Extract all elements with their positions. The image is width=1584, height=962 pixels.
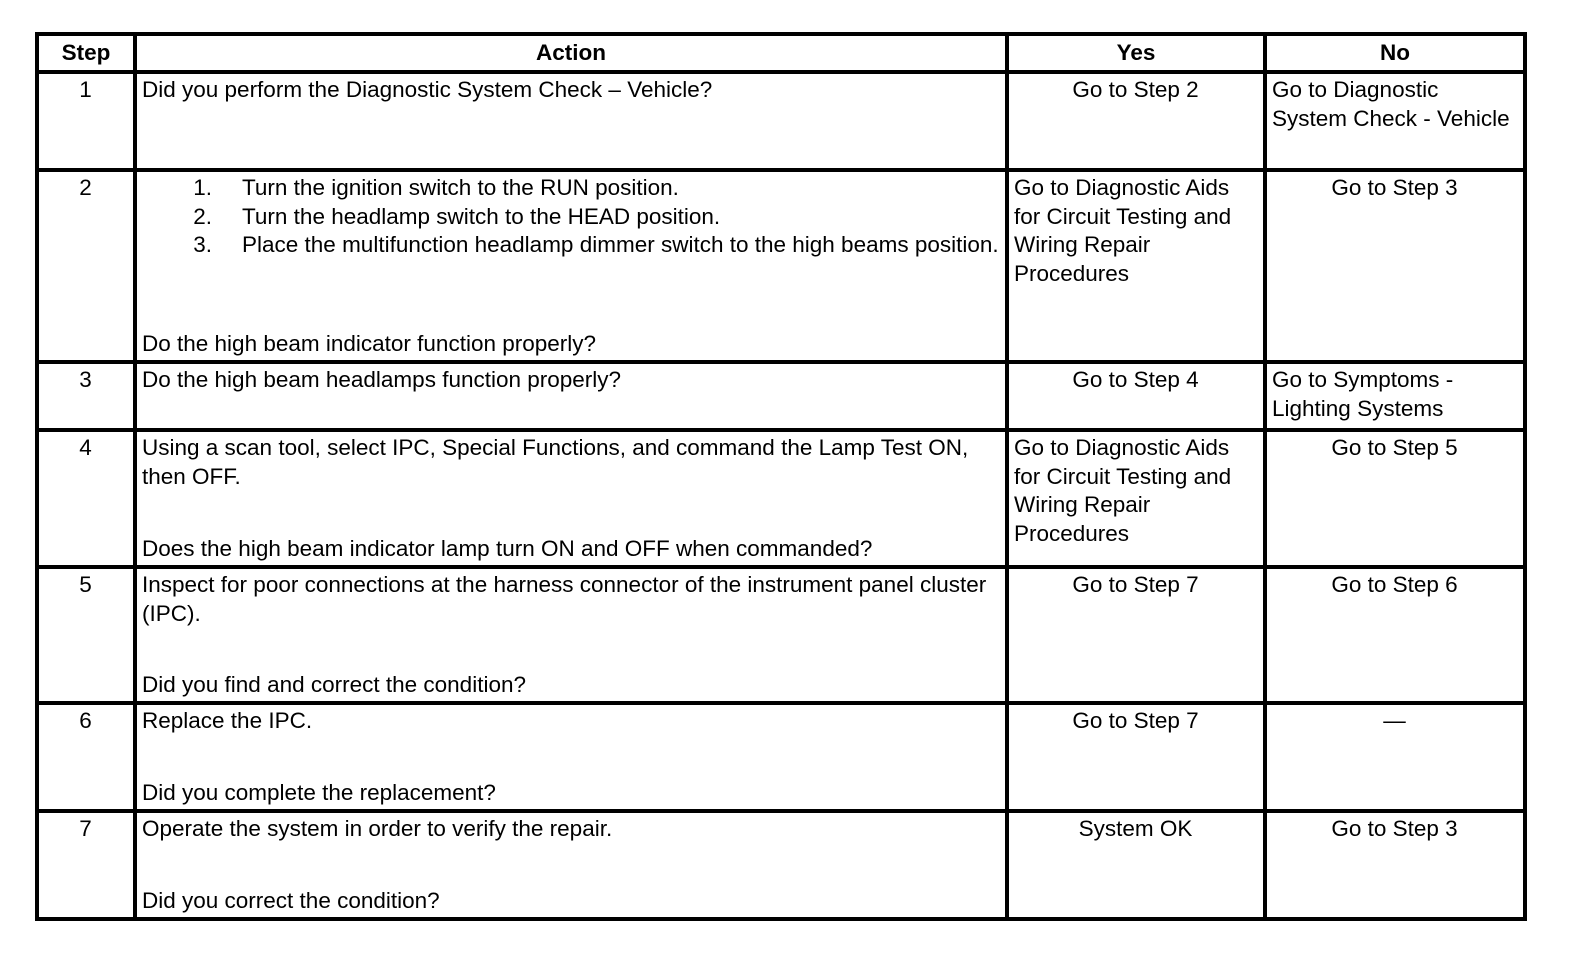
table-row: [37, 703, 1525, 811]
action-text: Inspect for poor connections at the harness connector of the instrument panel cluster (IPC).: [142, 572, 987, 626]
action-text: Replace the IPC.: [142, 708, 313, 733]
table-row: [37, 811, 1525, 919]
table-row: [37, 72, 1525, 170]
no-cell: [1265, 362, 1525, 430]
no-result: Go to Symptoms - Lighting Systems: [1272, 367, 1454, 421]
list-item-text: Turn the headlamp switch to the HEAD position.: [242, 203, 721, 229]
action-question: Does the high beam indicator lamp turn ON and OFF when commanded?: [142, 535, 873, 561]
list-item: [142, 203, 999, 232]
action-question: Did you complete the replacement?: [142, 779, 496, 805]
no-cell: [1265, 72, 1525, 170]
step-number: 4: [37, 430, 135, 567]
header-action: Action: [135, 34, 1007, 72]
action-text: Operate the system in order to verify the repair.: [142, 816, 613, 841]
action-question: Do the high beam indicator function properly?: [142, 330, 597, 356]
yes-cell: [1007, 362, 1265, 430]
no-result: —: [1383, 708, 1406, 733]
step-number: 5: [37, 567, 135, 703]
no-result: Go to Diagnostic System Check - Vehicle: [1272, 77, 1510, 131]
action-cell: [135, 72, 1007, 170]
no-result: Go to Step 6: [1331, 572, 1458, 597]
yes-cell: [1007, 703, 1265, 811]
yes-result: Go to Step 4: [1072, 367, 1199, 392]
list-item-number: 3.: [193, 232, 212, 257]
step-number: 1: [37, 72, 135, 170]
list-item-text: Place the multifunction headlamp dimmer switch to the high beams position.: [242, 232, 999, 257]
list-item-number: 2.: [193, 203, 212, 229]
header-step: Step: [37, 34, 135, 72]
list-item-number: 1.: [193, 175, 212, 200]
step-number: 7: [37, 811, 135, 919]
yes-result: Go to Step 2: [1072, 77, 1199, 102]
table-row: [37, 170, 1525, 362]
yes-cell: [1007, 72, 1265, 170]
action-question: Did you find and correct the condition?: [142, 671, 526, 697]
no-cell: [1265, 811, 1525, 919]
diagnostic-table: [35, 32, 1527, 921]
action-cell: [135, 567, 1007, 703]
action-cell: [135, 430, 1007, 567]
no-cell: [1265, 170, 1525, 362]
table-row: [37, 430, 1525, 567]
yes-cell: [1007, 170, 1265, 362]
no-cell: [1265, 703, 1525, 811]
yes-result: Go to Diagnostic Aids for Circuit Testing and Wiring Repair Procedures: [1014, 175, 1232, 286]
action-text: Did you perform the Diagnostic System Check – Vehicle?: [142, 77, 713, 102]
no-cell: [1265, 430, 1525, 567]
no-result: Go to Step 3: [1331, 175, 1458, 200]
step-number: 3: [37, 362, 135, 430]
list-item: [142, 174, 999, 203]
table-row: [37, 567, 1525, 703]
step-number: 2: [37, 170, 135, 362]
list-item: [142, 231, 999, 260]
list-item-text: Turn the ignition switch to the RUN position.: [242, 175, 679, 200]
yes-result: Go to Step 7: [1072, 572, 1199, 597]
yes-cell: [1007, 430, 1265, 567]
header-row: [37, 34, 1525, 72]
action-question: Did you correct the condition?: [142, 887, 440, 913]
header-yes: Yes: [1007, 34, 1265, 72]
action-cell: [135, 811, 1007, 919]
action-cell: [135, 170, 1007, 362]
yes-cell: [1007, 811, 1265, 919]
action-text: Using a scan tool, select IPC, Special Functions, and command the Lamp Test ON, then OFF.: [142, 435, 969, 489]
table-row: [37, 362, 1525, 430]
action-step-list: [142, 174, 999, 260]
yes-result: Go to Step 7: [1072, 708, 1199, 733]
action-text: Do the high beam headlamps function properly?: [142, 367, 622, 392]
yes-result: System OK: [1078, 816, 1193, 841]
no-result: Go to Step 3: [1331, 816, 1458, 841]
yes-result: Go to Diagnostic Aids for Circuit Testing and Wiring Repair Procedures: [1014, 435, 1232, 546]
action-cell: [135, 703, 1007, 811]
no-result: Go to Step 5: [1331, 435, 1458, 460]
yes-cell: [1007, 567, 1265, 703]
action-cell: [135, 362, 1007, 430]
step-number: 6: [37, 703, 135, 811]
no-cell: [1265, 567, 1525, 703]
header-no: No: [1265, 34, 1525, 72]
